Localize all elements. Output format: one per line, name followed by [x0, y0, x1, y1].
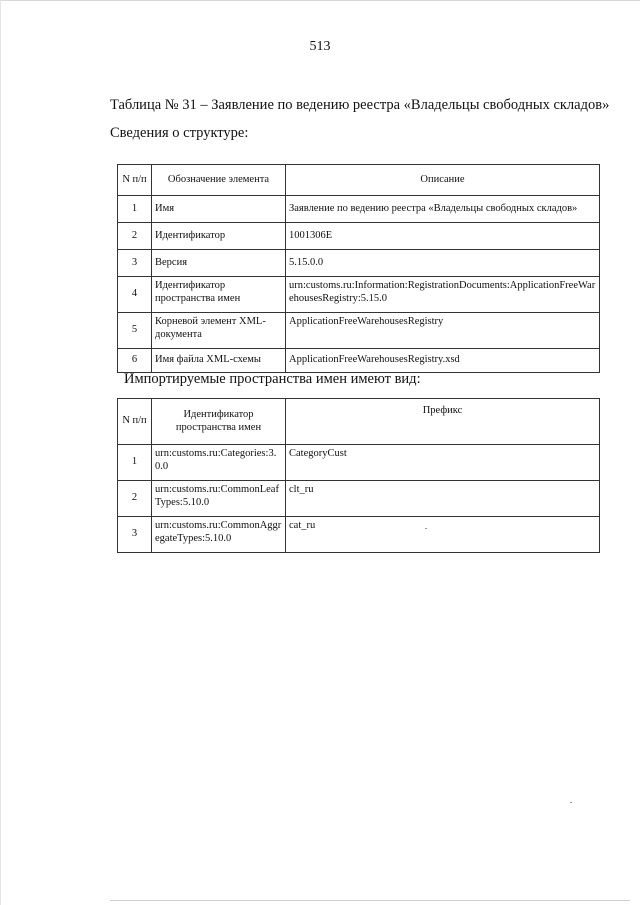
column-header-number: N п/п — [118, 399, 152, 445]
column-header-prefix: Префикс — [286, 399, 600, 445]
element-name: Корневой элемент XML-документа — [152, 313, 286, 349]
table-header-row — [118, 165, 600, 196]
row-number: 3 — [118, 517, 152, 553]
element-description: urn:customs.ru:Information:RegistrationDocuments:ApplicationFreeWarehousesRegistry:5.15.0 — [286, 277, 600, 313]
page-edge-top — [0, 0, 640, 1]
import-heading: Импортируемые пространства имен имеют вид: — [124, 371, 421, 387]
column-header-number: N п/п — [118, 165, 152, 196]
table-row — [118, 481, 600, 517]
namespace-prefix: clt_ru — [286, 481, 600, 517]
column-header-element: Обозначение элемента — [152, 165, 286, 196]
page-edge-left — [0, 0, 1, 905]
element-name: Имя — [152, 196, 286, 223]
row-number: 4 — [118, 277, 152, 313]
element-description: ApplicationFreeWarehousesRegistry.xsd — [286, 349, 600, 373]
column-header-namespace: Идентификатор пространства имен — [152, 399, 286, 445]
table-row — [118, 277, 600, 313]
element-description: 1001306E — [286, 223, 600, 250]
namespace-prefix: CategoryCust — [286, 445, 600, 481]
column-header-description: Описание — [286, 165, 600, 196]
import-table — [117, 398, 600, 553]
page-number: 513 — [309, 39, 331, 54]
structure-table — [117, 164, 600, 373]
page-edge-bottom — [110, 900, 630, 901]
table-row — [118, 445, 600, 481]
row-number: 6 — [118, 349, 152, 373]
structure-heading: Сведения о структуре: — [110, 125, 249, 141]
element-description: 5.15.0.0 — [286, 250, 600, 277]
element-description: ApplicationFreeWarehousesRegistry — [286, 313, 600, 349]
namespace-id: urn:customs.ru:CommonLeafTypes:5.10.0 — [152, 481, 286, 517]
namespace-id: urn:customs.ru:Categories:3.0.0 — [152, 445, 286, 481]
table-title: Таблица № 31 – Заявление по ведению реестра «Владельцы свободных складов» — [110, 97, 610, 113]
element-name: Идентификатор пространства имен — [152, 277, 286, 313]
scan-speck — [425, 528, 427, 529]
namespace-id: urn:customs.ru:CommonAggregateTypes:5.10.0 — [152, 517, 286, 553]
table-row — [118, 349, 600, 373]
table-row — [118, 223, 600, 250]
row-number: 5 — [118, 313, 152, 349]
row-number: 1 — [118, 196, 152, 223]
table-header-row — [118, 399, 600, 445]
namespace-prefix: cat_ru — [286, 517, 600, 553]
row-number: 3 — [118, 250, 152, 277]
element-name: Идентификатор — [152, 223, 286, 250]
table-row — [118, 250, 600, 277]
element-name: Имя файла XML-схемы — [152, 349, 286, 373]
element-name: Версия — [152, 250, 286, 277]
table-row — [118, 196, 600, 223]
element-description: Заявление по ведению реестра «Владельцы свободных складов» — [286, 196, 600, 223]
scan-speck — [570, 802, 572, 803]
table-row — [118, 313, 600, 349]
row-number: 1 — [118, 445, 152, 481]
row-number: 2 — [118, 481, 152, 517]
table-row — [118, 517, 600, 553]
row-number: 2 — [118, 223, 152, 250]
